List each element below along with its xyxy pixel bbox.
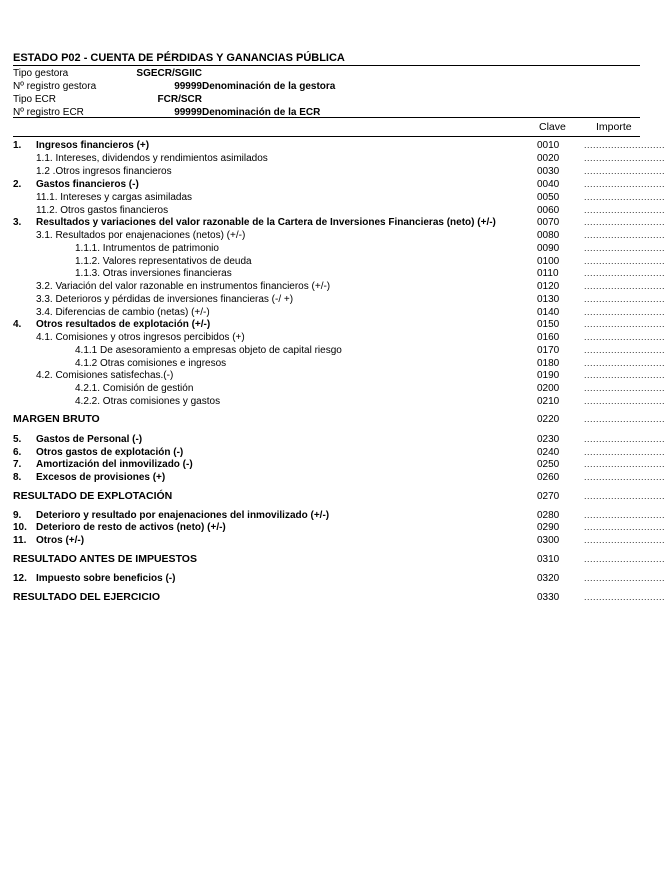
page-title: ESTADO P02 - CUENTA DE PÉRDIDAS Y GANANCIAS PÚBLICA xyxy=(13,52,640,66)
row-number: 7. xyxy=(13,459,22,470)
info-value: 99999 xyxy=(174,81,202,92)
row-clave: 0180 xyxy=(537,358,560,369)
row-number: 9. xyxy=(13,510,22,521)
row-label: Otros gastos de explotación (-) xyxy=(36,447,184,458)
row-clave: 0080 xyxy=(537,230,560,241)
row-label: Ingresos financieros (+) xyxy=(36,140,150,151)
row-label: 1.2 .Otros ingresos financieros xyxy=(36,166,172,177)
row-clave: 0030 xyxy=(537,166,560,177)
info-value: SGECR/SGIIC xyxy=(136,68,202,79)
row-importe[interactable]: ........................... xyxy=(584,447,665,457)
table-row xyxy=(13,521,665,534)
row-clave: 0130 xyxy=(537,294,560,305)
row-importe[interactable]: ........................... xyxy=(584,307,665,317)
table-row xyxy=(13,178,665,191)
row-number: 4. xyxy=(13,319,22,330)
info-desc: Denominación de la gestora xyxy=(202,81,336,92)
row-importe[interactable]: ........................... xyxy=(584,383,665,393)
row-clave: 0310 xyxy=(537,554,560,565)
table-row-total xyxy=(13,413,665,426)
row-clave: 0170 xyxy=(537,345,560,356)
row-clave: 0320 xyxy=(537,573,560,584)
table-row xyxy=(13,139,665,152)
row-number: 2. xyxy=(13,179,22,190)
row-label: 3.3. Deterioros y pérdidas de inversiones financieras (-/ +) xyxy=(36,294,294,305)
row-label: 1.1.3. Otras inversiones financieras xyxy=(75,268,232,279)
row-importe[interactable]: ........................... xyxy=(584,592,665,602)
table-row xyxy=(13,458,665,471)
row-clave: 0330 xyxy=(537,592,560,603)
row-label: Otros (+/-) xyxy=(36,535,85,546)
table-row xyxy=(13,433,665,446)
table-row xyxy=(13,395,665,408)
table-row xyxy=(13,216,665,229)
row-number: 1. xyxy=(13,140,22,151)
row-label: RESULTADO DE EXPLOTACIÓN xyxy=(13,490,173,502)
row-label: RESULTADO ANTES DE IMPUESTOS xyxy=(13,553,197,565)
row-importe[interactable]: ........................... xyxy=(584,217,665,227)
row-importe[interactable]: ........................... xyxy=(584,179,665,189)
row-label: Gastos de Personal (-) xyxy=(36,434,143,445)
row-label: Otros resultados de explotación (+/-) xyxy=(36,319,211,330)
row-importe[interactable]: ........................... xyxy=(584,573,665,583)
row-clave: 0230 xyxy=(537,434,560,445)
row-label: Deterioro de resto de activos (neto) (+/-) xyxy=(36,522,226,533)
row-label: 1.1.2. Valores representativos de deuda xyxy=(75,256,252,267)
row-number: 11. xyxy=(13,535,27,546)
row-importe[interactable]: ........................... xyxy=(584,205,665,215)
table-row xyxy=(13,471,665,484)
row-importe[interactable]: ........................... xyxy=(584,332,665,342)
row-label: 4.1.1 De asesoramiento a empresas objeto de capital riesgo xyxy=(75,345,342,356)
row-importe[interactable]: ........................... xyxy=(584,414,665,424)
row-label: Gastos financieros (-) xyxy=(36,179,139,190)
row-importe[interactable]: ........................... xyxy=(584,358,665,368)
table-row-total xyxy=(13,490,665,503)
info-label: Tipo ECR xyxy=(13,94,56,105)
row-clave: 0210 xyxy=(537,396,560,407)
info-label: Nº registro gestora xyxy=(13,81,97,92)
table-row-total xyxy=(13,553,665,566)
row-clave: 0040 xyxy=(537,179,560,190)
table-row xyxy=(13,369,665,382)
row-clave: 0120 xyxy=(537,281,560,292)
table-row xyxy=(13,344,665,357)
table-row xyxy=(13,331,665,344)
row-importe[interactable]: ........................... xyxy=(584,256,665,266)
row-label: 11.1. Intereses y cargas asimiladas xyxy=(36,192,193,203)
table-row xyxy=(13,534,665,547)
row-clave: 0060 xyxy=(537,205,560,216)
row-clave: 0290 xyxy=(537,522,560,533)
row-clave: 0140 xyxy=(537,307,560,318)
row-importe[interactable]: ........................... xyxy=(584,396,665,406)
row-label: RESULTADO DEL EJERCICIO xyxy=(13,591,161,603)
table-row xyxy=(13,165,665,178)
row-clave: 0190 xyxy=(537,370,560,381)
row-importe[interactable]: ........................... xyxy=(584,140,665,150)
row-importe[interactable]: ........................... xyxy=(584,243,665,253)
row-label: MARGEN BRUTO xyxy=(13,413,100,425)
row-clave: 0300 xyxy=(537,535,560,546)
row-importe[interactable]: ........................... xyxy=(584,230,665,240)
row-number: 12. xyxy=(13,573,27,584)
row-clave: 0270 xyxy=(537,491,560,502)
row-clave: 0010 xyxy=(537,140,560,151)
table-row xyxy=(13,318,665,331)
row-clave: 0220 xyxy=(537,414,560,425)
row-label: 3.2. Variación del valor razonable en instrumentos financieros (+/-) xyxy=(36,281,331,292)
row-importe[interactable]: ........................... xyxy=(584,294,665,304)
row-label: 4.2. Comisiones satisfechas.(-) xyxy=(36,370,174,381)
row-importe[interactable]: ........................... xyxy=(584,510,665,520)
row-importe[interactable]: ........................... xyxy=(584,535,665,545)
table-row xyxy=(13,280,665,293)
row-clave: 0070 xyxy=(537,217,560,228)
row-clave: 0110 xyxy=(537,268,559,279)
row-label: 11.2. Otros gastos financieros xyxy=(36,205,169,216)
info-label: Nº registro ECR xyxy=(13,107,84,118)
row-clave: 0100 xyxy=(537,256,560,267)
info-label: Tipo gestora xyxy=(13,68,69,79)
row-clave: 0160 xyxy=(537,332,560,343)
row-label: Deterioro y resultado por enajenaciones del inmovilizado (+/-) xyxy=(36,510,330,521)
row-number: 5. xyxy=(13,434,22,445)
table-row xyxy=(13,382,665,395)
table-row xyxy=(13,293,665,306)
row-importe[interactable]: ........................... xyxy=(584,345,665,355)
row-label: 1.1. Intereses, dividendos y rendimientos asimilados xyxy=(36,153,268,164)
row-label: 4.1.2 Otras comisiones e ingresos xyxy=(75,358,227,369)
row-importe[interactable]: ........................... xyxy=(584,319,665,329)
row-importe[interactable]: ........................... xyxy=(584,281,665,291)
row-importe[interactable]: ........................... xyxy=(584,192,665,202)
row-label: 3.1. Resultados por enajenaciones (netos) (+/-) xyxy=(36,230,246,241)
row-clave: 0200 xyxy=(537,383,560,394)
row-importe[interactable]: ........................... xyxy=(584,522,665,532)
row-importe[interactable]: ........................... xyxy=(584,491,665,501)
row-importe[interactable]: ........................... xyxy=(584,459,665,469)
row-importe[interactable]: ........................... xyxy=(584,153,665,163)
row-importe[interactable]: ........................... xyxy=(584,370,665,380)
row-importe[interactable]: ........................... xyxy=(584,268,665,278)
row-label: Resultados y variaciones del valor razonable de la Cartera de Inversiones Financieras (neto) (+/-) xyxy=(36,217,496,228)
row-label: Excesos de provisiones (+) xyxy=(36,472,166,483)
row-label: 3.4. Diferencias de cambio (netas) (+/-) xyxy=(36,307,210,318)
row-number: 3. xyxy=(13,217,22,228)
info-value: FCR/SCR xyxy=(157,94,202,105)
row-clave: 0240 xyxy=(537,447,560,458)
row-importe[interactable]: ........................... xyxy=(584,166,665,176)
row-clave: 0260 xyxy=(537,472,560,483)
row-clave: 0280 xyxy=(537,510,560,521)
row-clave: 0020 xyxy=(537,153,560,164)
row-importe[interactable]: ........................... xyxy=(584,434,665,444)
row-clave: 0050 xyxy=(537,192,560,203)
row-number: 10. xyxy=(13,522,27,533)
table-row xyxy=(13,572,665,585)
table-row xyxy=(13,242,665,255)
row-number: 8. xyxy=(13,472,22,483)
row-importe[interactable]: ........................... xyxy=(584,472,665,482)
info-desc: Denominación de la ECR xyxy=(202,107,321,118)
row-label: 4.1. Comisiones y otros ingresos percibidos (+) xyxy=(36,332,245,343)
row-clave: 0250 xyxy=(537,459,560,470)
row-clave: 0150 xyxy=(537,319,560,330)
table-row xyxy=(13,229,665,242)
row-label: 4.2.1. Comisión de gestión xyxy=(75,383,194,394)
row-label: Impuesto sobre beneficios (-) xyxy=(36,573,176,584)
row-number: 6. xyxy=(13,447,22,458)
row-importe[interactable]: ........................... xyxy=(584,554,665,564)
table-row-total xyxy=(13,591,665,604)
row-clave: 0090 xyxy=(537,243,560,254)
table-row xyxy=(13,267,665,280)
column-header-clave: Clave xyxy=(539,121,566,133)
info-value: 99999 xyxy=(174,107,202,118)
row-label: Amortización del inmovilizado (-) xyxy=(36,459,193,470)
column-header-importe: Importe xyxy=(596,121,632,133)
row-label: 1.1.1. Intrumentos de patrimonio xyxy=(75,243,219,254)
row-label: 4.2.2. Otras comisiones y gastos xyxy=(75,396,221,407)
table-row xyxy=(13,152,665,165)
table-row xyxy=(13,191,665,204)
